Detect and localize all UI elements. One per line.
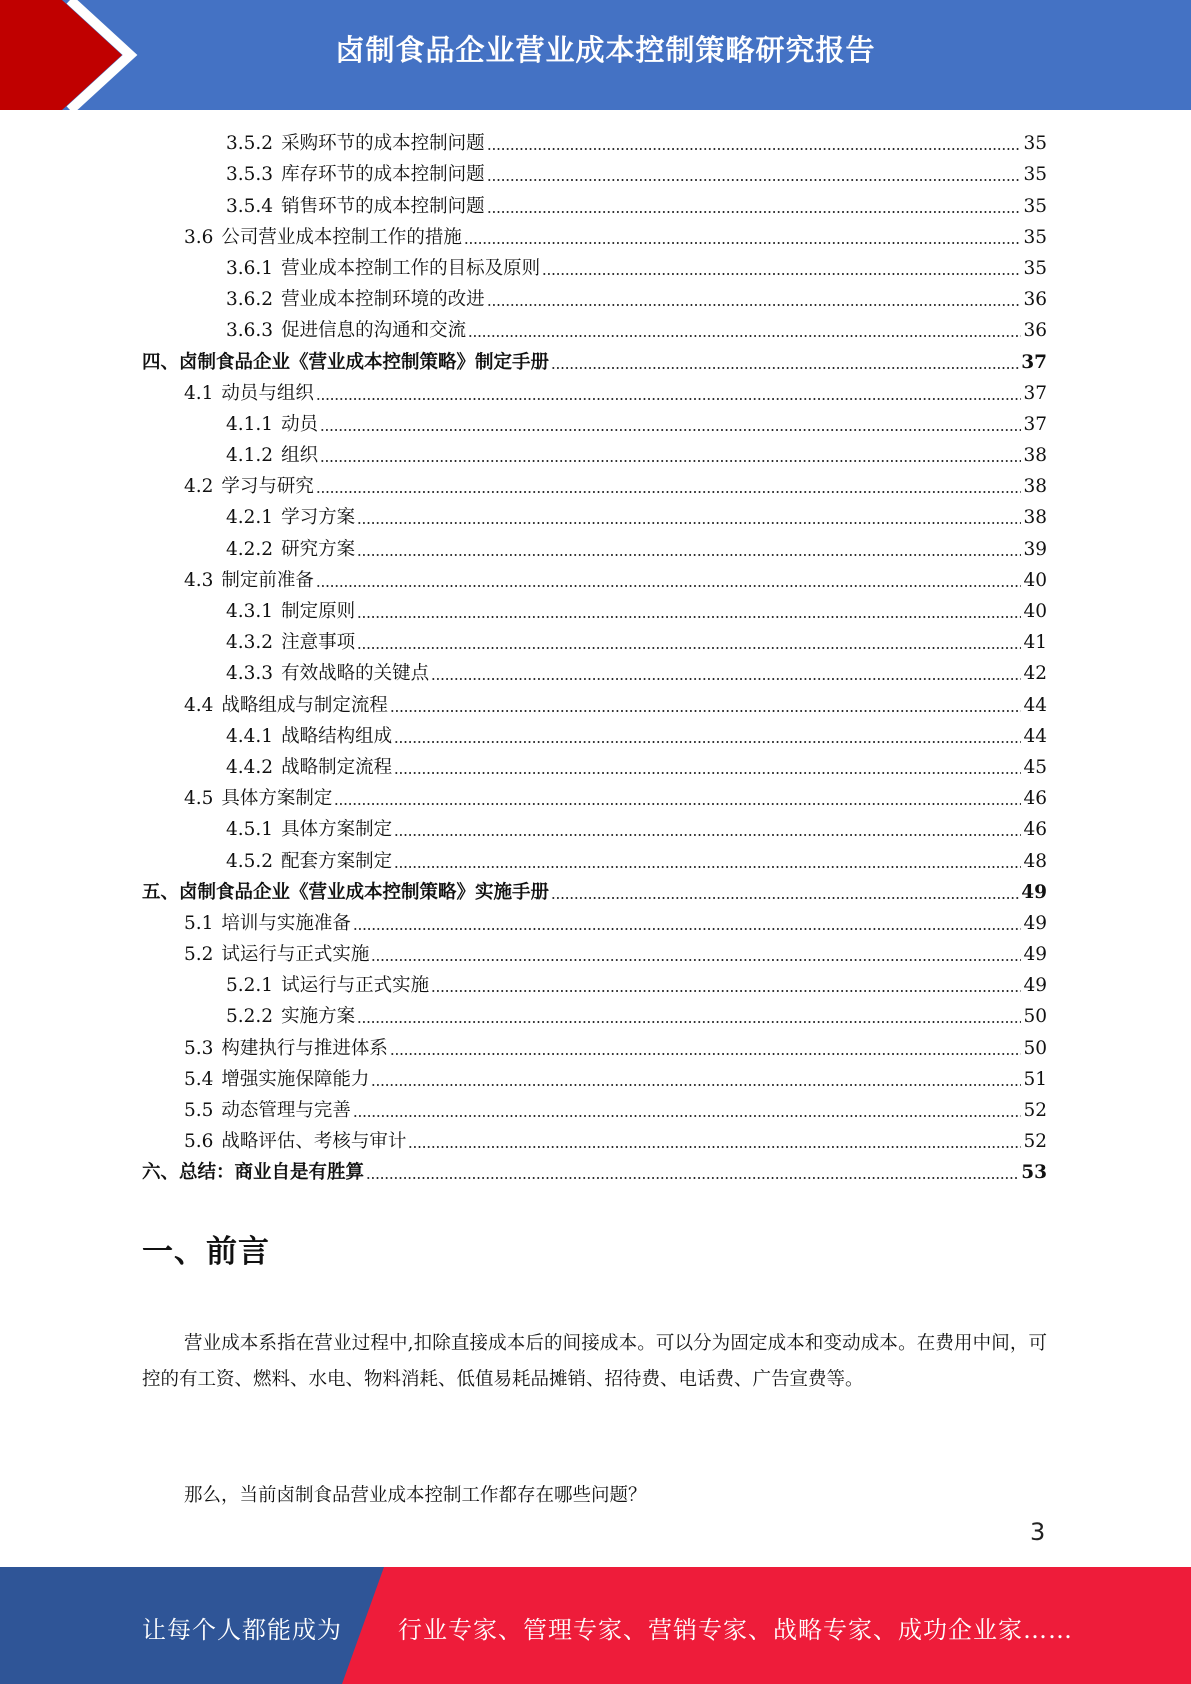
toc-entry-page: 44 [1023,725,1047,747]
toc-entry-page: 35 [1023,257,1047,279]
toc-entry[interactable] [142,877,1047,908]
paragraph: 营业成本系指在营业过程中,扣除直接成本后的间接成本。可以分为固定成本和变动成本。在费用中间，可控的有工资、燃料、水电、物料消耗、低值易耗品摊销、招待费、电话费、广告宣费等。 [142,1333,1047,1390]
toc-entry-number: 5.3 [184,1037,214,1059]
toc-entry-number: 3.6.2 [226,289,274,311]
toc-entry[interactable] [142,409,1047,440]
toc-entry-title: 学习方案 [281,507,356,529]
page-header [0,0,1191,110]
toc-entry-page: 35 [1023,164,1047,186]
toc-entry-page: 51 [1023,1068,1047,1090]
toc-entry[interactable] [142,253,1047,284]
toc-dot-leader [390,708,1022,714]
toc-entry[interactable] [142,1095,1047,1126]
toc-entry[interactable] [142,284,1047,315]
toc-dot-leader [366,1175,1019,1181]
toc-entry-number: 4.2 [184,476,214,498]
toc-entry-page: 35 [1023,195,1047,217]
toc-entry-page: 49 [1023,944,1047,966]
toc-dot-leader [551,895,1019,901]
toc-entry[interactable] [142,627,1047,658]
toc-dot-leader [394,832,1021,838]
toc-entry-page: 46 [1023,788,1047,810]
toc-entry-page: 37 [1023,413,1047,435]
toc-entry-number: 4.2.2 [226,538,274,560]
toc-entry-number: 4.4 [184,694,214,716]
toc-entry-number: 5.2.2 [226,1006,274,1028]
toc-entry-number: 5.1 [184,912,214,934]
toc-entry[interactable] [142,502,1047,533]
toc-entry[interactable] [142,159,1047,190]
toc-dot-leader [394,864,1021,870]
toc-entry-title: 学习与研究 [221,476,314,498]
toc-entry[interactable] [142,128,1047,159]
toc-entry[interactable] [142,222,1047,253]
toc-entry-number: 4.3.2 [226,632,274,654]
toc-entry[interactable] [142,1064,1047,1095]
toc-entry-title: 营业成本控制工作的目标及原则 [281,257,541,279]
toc-entry-number: 4.2.1 [226,507,274,529]
toc-dot-leader [487,302,1022,308]
toc-entry[interactable] [142,346,1047,377]
toc-entry-title: 具体方案制定 [221,788,333,810]
toc-dot-leader [394,770,1021,776]
toc-dot-leader [464,240,1022,246]
toc-entry-page: 39 [1023,538,1047,560]
section-heading: 一、前言 [142,1234,270,1270]
toc-entry[interactable] [142,752,1047,783]
toc-entry-page: 53 [1021,1162,1047,1184]
toc-entry-title: 研究方案 [281,538,356,560]
toc-entry-title: 四、卤制食品企业《营业成本控制策略》制定手册 [142,351,550,373]
toc-entry-title: 六、总结：商业自是有胜算 [142,1162,365,1184]
toc-entry[interactable] [142,908,1047,939]
toc-entry-number: 4.1 [184,382,214,404]
toc-entry-page: 49 [1021,881,1047,903]
toc-dot-leader [353,1113,1022,1119]
toc-entry-title: 战略结构组成 [281,725,393,747]
toc-entry[interactable] [142,315,1047,346]
toc-entry-title: 注意事项 [281,632,356,654]
toc-entry-page: 42 [1023,663,1047,685]
toc-entry-title: 组织 [281,445,319,467]
toc-entry[interactable] [142,939,1047,970]
toc-entry-page: 37 [1021,351,1047,373]
toc-dot-leader [357,552,1021,558]
page-number: 3 [1030,1518,1046,1546]
page-footer [0,1567,1191,1684]
toc-entry-page: 52 [1023,1131,1047,1153]
toc-entry-title: 增强实施保障能力 [221,1068,370,1090]
toc-entry[interactable] [142,1157,1047,1188]
toc-entry-title: 五、卤制食品企业《营业成本控制策略》实施手册 [142,881,550,903]
toc-entry-page: 37 [1023,382,1047,404]
toc-entry[interactable] [142,783,1047,814]
toc-entry[interactable] [142,1001,1047,1032]
toc-entry-number: 4.3.1 [226,601,274,622]
toc-entry-title: 战略组成与制定流程 [221,694,388,716]
toc-entry-title: 具体方案制定 [281,819,393,841]
toc-entry[interactable] [142,440,1047,471]
toc-entry-page: 38 [1023,445,1047,467]
toc-entry-number: 4.3.3 [226,663,274,685]
toc-dot-leader [487,177,1022,183]
toc-entry-number: 5.2 [184,944,214,966]
toc-entry[interactable] [142,721,1047,752]
toc-dot-leader [431,988,1021,994]
toc-entry[interactable] [142,565,1047,596]
toc-dot-leader [357,614,1021,620]
toc-dot-leader [357,1019,1021,1025]
toc-dot-leader [468,333,1021,339]
toc-dot-leader [316,583,1022,589]
toc-dot-leader [408,1144,1021,1150]
paragraph: 那么，当前卤制食品营业成本控制工作都存在哪些问题？ [184,1485,647,1506]
footer-slogan-right: 行业专家、管理专家、营销专家、战略专家、成功企业家…… [398,1616,1073,1644]
toc-entry-page: 50 [1023,1037,1047,1059]
toc-entry-title: 实施方案 [281,1006,356,1028]
toc-entry-number: 4.4.2 [226,756,274,778]
toc-entry-number: 4.5.2 [226,850,274,872]
toc-dot-leader [320,427,1021,433]
toc-entry[interactable] [142,970,1047,1001]
toc-entry-title: 试运行与正式实施 [221,944,370,966]
toc-dot-leader [551,365,1019,371]
toc-entry-page: 50 [1023,1006,1047,1028]
toc-entry-page: 36 [1023,320,1047,342]
toc-entry-number: 4.1.1 [226,413,274,435]
toc-entry[interactable] [142,190,1047,221]
footer-slogan-left: 让每个人都能成为 [142,1616,342,1644]
toc-entry-number: 4.5.1 [226,819,274,841]
toc-entry-page: 45 [1023,756,1047,778]
toc-entry[interactable] [142,471,1047,502]
toc-entry-page: 38 [1023,476,1047,498]
toc-dot-leader [394,739,1021,745]
toc-entry-title: 动员 [281,413,319,435]
toc-entry-title: 有效战略的关键点 [281,663,430,685]
toc-entry[interactable] [142,1032,1047,1063]
toc-entry-title: 制定原则 [281,601,356,622]
toc-entry-number: 3.6.1 [226,257,274,279]
toc-dot-leader [371,1082,1021,1088]
toc-entry[interactable] [142,1126,1047,1157]
toc-entry-title: 制定前准备 [221,569,314,591]
toc-entry-page: 36 [1023,289,1047,311]
toc-entry[interactable] [142,814,1047,845]
toc-entry-number: 5.5 [184,1100,214,1121]
toc-entry-number: 3.5.3 [226,164,274,186]
toc-dot-leader [487,209,1022,215]
toc-entry-page: 40 [1023,601,1047,622]
toc-dot-leader [316,396,1022,402]
toc-entry-page: 41 [1023,632,1047,654]
toc-entry-number: 4.5 [184,788,214,810]
toc-entry-title: 动员与组织 [221,382,314,404]
toc-entry-title: 试运行与正式实施 [281,975,430,997]
toc-entry-number: 3.5.2 [226,133,274,155]
toc-entry-title: 采购环节的成本控制问题 [281,133,485,155]
toc-entry-title: 库存环节的成本控制问题 [281,164,485,186]
toc-entry-title: 公司营业成本控制工作的措施 [221,226,462,248]
toc-entry-number: 3.5.4 [226,195,274,217]
toc-dot-leader [431,676,1021,682]
toc-entry-title: 战略制定流程 [281,756,393,778]
toc-entry-number: 4.3 [184,569,214,591]
toc-entry-page: 38 [1023,507,1047,529]
toc-entry-title: 促进信息的沟通和交流 [281,320,467,342]
toc-entry-page: 35 [1023,133,1047,155]
toc-dot-leader [357,520,1021,526]
toc-dot-leader [371,957,1021,963]
toc-dot-leader [320,458,1021,464]
toc-entry-page: 35 [1023,226,1047,248]
report-title: 卤制食品企业营业成本控制策略研究报告 [335,33,876,67]
toc-dot-leader [542,271,1021,277]
toc-dot-leader [334,801,1021,807]
toc-dot-leader [390,1051,1022,1057]
toc-entry-number: 5.6 [184,1131,214,1153]
toc-entry-title: 营业成本控制环境的改进 [281,289,485,311]
toc-entry-number: 3.6 [184,226,214,248]
toc-dot-leader [353,926,1022,932]
toc-entry[interactable] [142,689,1047,720]
toc-entry-title: 战略评估、考核与审计 [221,1131,407,1153]
toc-entry-page: 49 [1023,975,1047,997]
toc-entry-title: 销售环节的成本控制问题 [281,195,485,217]
toc-entry-number: 5.2.1 [226,975,274,997]
toc-entry-page: 49 [1023,912,1047,934]
toc-dot-leader [487,146,1022,152]
toc-entry[interactable] [142,378,1047,409]
table-of-contents [142,128,1047,1188]
toc-entry-title: 动态管理与完善 [221,1100,351,1121]
toc-entry[interactable] [142,658,1047,689]
toc-entry-page: 52 [1023,1100,1047,1121]
toc-entry[interactable] [142,533,1047,564]
toc-entry-title: 培训与实施准备 [221,912,351,934]
toc-entry-number: 4.1.2 [226,445,274,467]
toc-entry-number: 4.4.1 [226,725,274,747]
toc-dot-leader [357,645,1021,651]
toc-entry-title: 配套方案制定 [281,850,393,872]
toc-entry-page: 40 [1023,569,1047,591]
toc-dot-leader [316,489,1022,495]
toc-entry-page: 48 [1023,850,1047,872]
toc-entry-number: 3.6.3 [226,320,274,342]
toc-entry-title: 构建执行与推进体系 [221,1037,388,1059]
toc-entry-page: 46 [1023,819,1047,841]
toc-entry[interactable] [142,596,1047,627]
toc-entry[interactable] [142,845,1047,876]
toc-entry-page: 44 [1023,694,1047,716]
toc-entry-number: 5.4 [184,1068,214,1090]
